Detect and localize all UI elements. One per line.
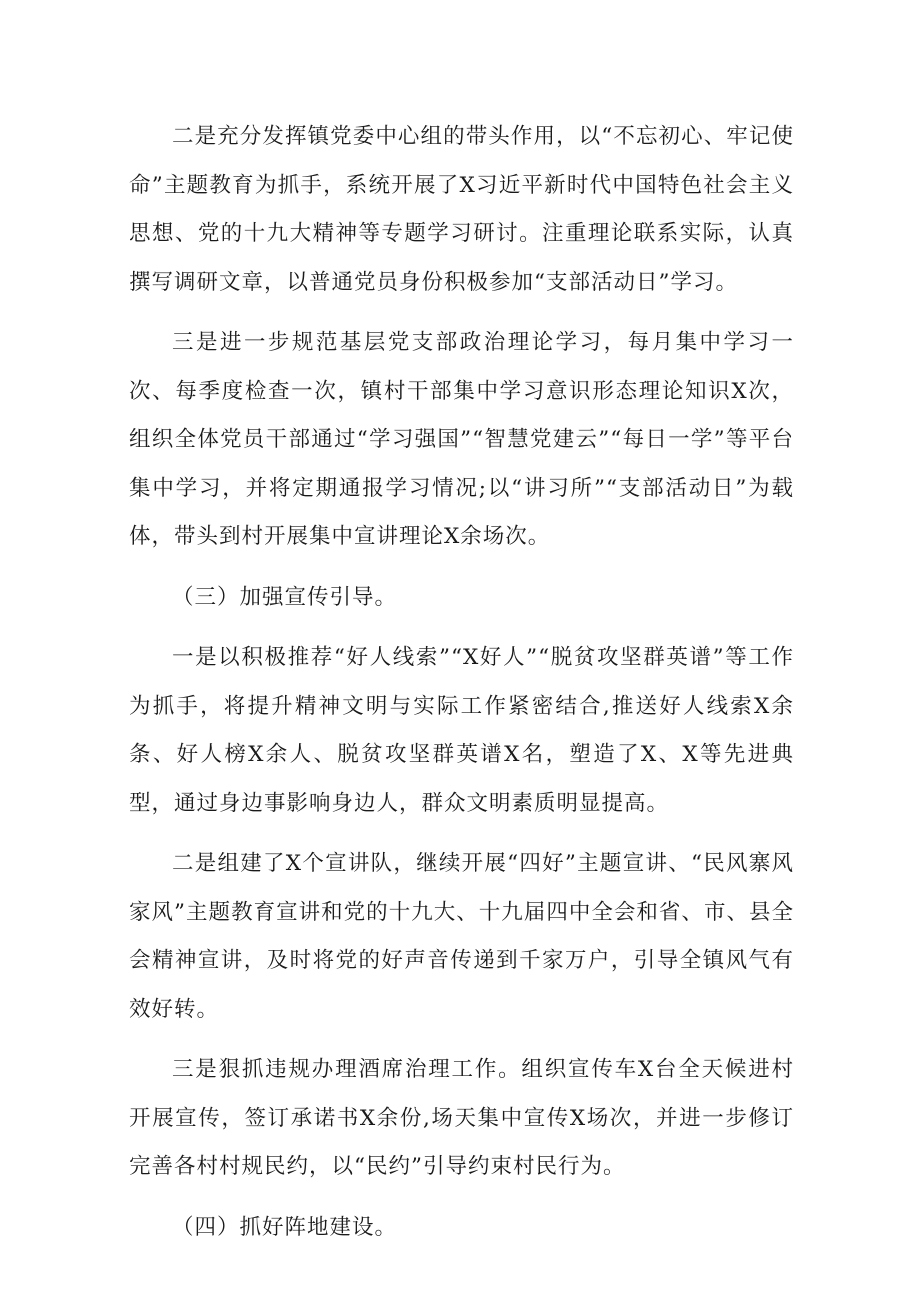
section-heading-position-building: （四）抓好阵地建设。 — [172, 1214, 398, 1240]
section-heading-publicity: （三）加强宣传引导。 — [172, 584, 398, 610]
document-body — [129, 113, 794, 1264]
paragraph-banquet-governance: 三是狠抓违规办理酒席治理工作。组织宣传车X台全天候进村开展宣传，签订承诺书X余份,场天集中宣传X场次，并进一步修订完善各村村规民约，以“民约”引导约束村民行为。 — [129, 1057, 794, 1179]
paragraph-branch-study: 三是进一步规范基层党支部政治理论学习，每月集中学习一次、每季度检查一次，镇村干部集中学习意识形态理论知识X次，组织全体党员干部通过“学习强国”“智慧党建云”“每日一学”等平台集中学习，并将定期通报学习情况;以“讲习所”“支部活动日”为载体，带头到村开展集中宣讲理论X余场次。 — [129, 330, 794, 549]
paragraph-good-people: 一是以积极推荐“好人线索”“X好人”“脱贫攻坚群英谱”等工作为抓手，将提升精神文明与实际工作紧密结合,推送好人线索X余条、好人榜X余人、脱贫攻坚群英谱X名，塑造了X、X等先进典型，通过身边事影响身边人，群众文明素质明显提高。 — [129, 645, 794, 816]
paragraph-study-center-group: 二是充分发挥镇党委中心组的带头作用，以“不忘初心、牢记使命”主题教育为抓手，系统开展了X习近平新时代中国特色社会主义思想、党的十九大精神等专题学习研讨。注重理论联系实际，认真撰写调研文章，以普通党员身份积极参加“支部活动日”学习。 — [129, 124, 794, 295]
paragraph-lecture-teams: 二是组建了X个宣讲队，继续开展“四好”主题宣讲、“民风寨风家风”主题教育宣讲和党的十九大、十九届四中全会和省、市、县全会精神宣讲，及时将党的好声音传递到千家万户，引导全镇风气有效好转。 — [129, 851, 794, 1022]
